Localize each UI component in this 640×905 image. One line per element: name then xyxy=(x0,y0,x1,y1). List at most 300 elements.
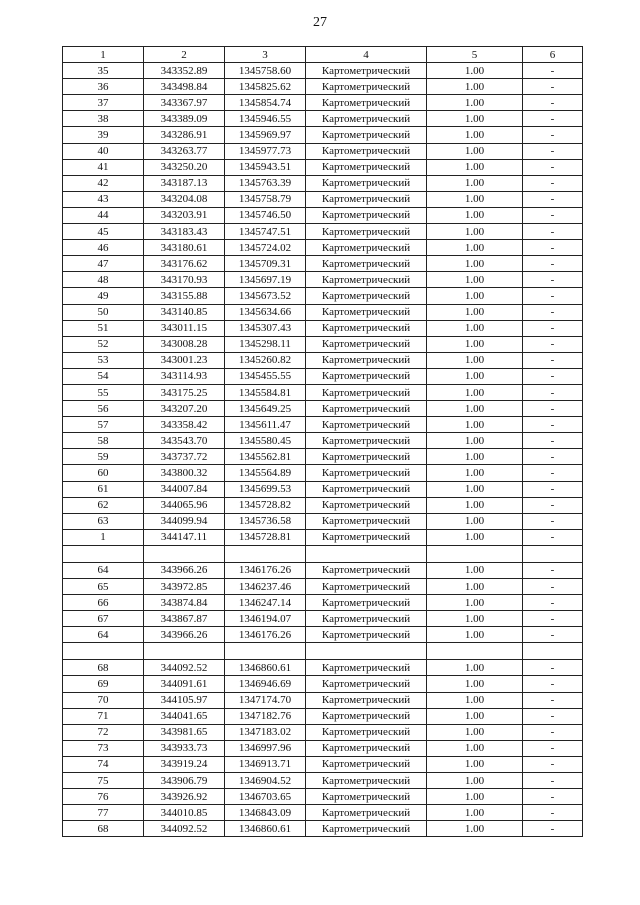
cell-y-coordinate: 1345946.55 xyxy=(225,111,306,127)
cell-x-coordinate: 343933.73 xyxy=(144,740,225,756)
table-row xyxy=(63,304,583,320)
cell-accuracy: 1.00 xyxy=(427,159,523,175)
cell-note: - xyxy=(523,207,583,223)
cell-method: Картометрический xyxy=(306,627,427,643)
cell-note: - xyxy=(523,191,583,207)
cell-method xyxy=(306,643,427,660)
table-row xyxy=(63,660,583,676)
table-row xyxy=(63,320,583,336)
table-row xyxy=(63,611,583,627)
cell-method: Картометрический xyxy=(306,513,427,529)
cell-note: - xyxy=(523,417,583,433)
cell-x-coordinate: 344105.97 xyxy=(144,692,225,708)
cell-x-coordinate: 343966.26 xyxy=(144,627,225,643)
cell-accuracy: 1.00 xyxy=(427,191,523,207)
cell-accuracy xyxy=(427,545,523,562)
cell-y-coordinate: 1346194.07 xyxy=(225,611,306,627)
header-cell-1: 1 xyxy=(63,47,144,63)
table-row xyxy=(63,513,583,529)
cell-note: - xyxy=(523,368,583,384)
cell-accuracy: 1.00 xyxy=(427,724,523,740)
cell-x-coordinate: 343183.43 xyxy=(144,224,225,240)
cell-accuracy: 1.00 xyxy=(427,175,523,191)
cell-point-number: 71 xyxy=(63,708,144,724)
cell-note: - xyxy=(523,401,583,417)
cell-note: - xyxy=(523,127,583,143)
cell-y-coordinate: 1345825.62 xyxy=(225,79,306,95)
cell-y-coordinate: 1345298.11 xyxy=(225,336,306,352)
cell-note: - xyxy=(523,789,583,805)
cell-note: - xyxy=(523,256,583,272)
cell-method: Картометрический xyxy=(306,660,427,676)
cell-point-number: 61 xyxy=(63,481,144,497)
cell-x-coordinate: 343358.42 xyxy=(144,417,225,433)
cell-method: Картометрический xyxy=(306,272,427,288)
cell-point-number: 72 xyxy=(63,724,144,740)
cell-point-number: 60 xyxy=(63,465,144,481)
table-row xyxy=(63,272,583,288)
table-row xyxy=(63,562,583,578)
cell-x-coordinate: 343972.85 xyxy=(144,579,225,595)
table-row xyxy=(63,79,583,95)
cell-note: - xyxy=(523,336,583,352)
cell-accuracy: 1.00 xyxy=(427,773,523,789)
cell-point-number: 70 xyxy=(63,692,144,708)
cell-point-number: 43 xyxy=(63,191,144,207)
cell-point-number: 58 xyxy=(63,433,144,449)
cell-note: - xyxy=(523,497,583,513)
cell-note xyxy=(523,643,583,660)
cell-accuracy: 1.00 xyxy=(427,465,523,481)
cell-point-number: 68 xyxy=(63,821,144,837)
cell-y-coordinate: 1345611.47 xyxy=(225,417,306,433)
cell-x-coordinate: 343367.97 xyxy=(144,95,225,111)
cell-x-coordinate: 343250.20 xyxy=(144,159,225,175)
cell-y-coordinate: 1347182.76 xyxy=(225,708,306,724)
table-header-row xyxy=(63,47,583,63)
cell-accuracy: 1.00 xyxy=(427,789,523,805)
cell-method xyxy=(306,545,427,562)
cell-note: - xyxy=(523,611,583,627)
cell-point-number: 66 xyxy=(63,595,144,611)
cell-accuracy: 1.00 xyxy=(427,740,523,756)
cell-method: Картометрический xyxy=(306,63,427,79)
cell-accuracy: 1.00 xyxy=(427,224,523,240)
cell-accuracy: 1.00 xyxy=(427,304,523,320)
cell-x-coordinate: 343180.61 xyxy=(144,240,225,256)
cell-y-coordinate: 1346843.09 xyxy=(225,805,306,821)
cell-point-number: 54 xyxy=(63,368,144,384)
cell-y-coordinate: 1347183.02 xyxy=(225,724,306,740)
cell-accuracy: 1.00 xyxy=(427,449,523,465)
cell-y-coordinate: 1345724.02 xyxy=(225,240,306,256)
cell-point-number: 44 xyxy=(63,207,144,223)
cell-accuracy: 1.00 xyxy=(427,320,523,336)
cell-x-coordinate: 343498.84 xyxy=(144,79,225,95)
cell-note: - xyxy=(523,676,583,692)
cell-accuracy: 1.00 xyxy=(427,207,523,223)
cell-x-coordinate: 343286.91 xyxy=(144,127,225,143)
cell-y-coordinate: 1345746.50 xyxy=(225,207,306,223)
cell-note: - xyxy=(523,95,583,111)
cell-note: - xyxy=(523,756,583,772)
cell-y-coordinate: 1345455.55 xyxy=(225,368,306,384)
cell-x-coordinate: 343389.09 xyxy=(144,111,225,127)
cell-point-number: 51 xyxy=(63,320,144,336)
cell-point-number: 48 xyxy=(63,272,144,288)
cell-x-coordinate: 344041.65 xyxy=(144,708,225,724)
cell-method: Картометрический xyxy=(306,724,427,740)
table-row xyxy=(63,175,583,191)
cell-note: - xyxy=(523,481,583,497)
cell-note: - xyxy=(523,627,583,643)
cell-point-number: 45 xyxy=(63,224,144,240)
cell-note: - xyxy=(523,513,583,529)
table-row xyxy=(63,545,583,562)
cell-note: - xyxy=(523,384,583,400)
cell-accuracy: 1.00 xyxy=(427,821,523,837)
cell-note: - xyxy=(523,595,583,611)
cell-y-coordinate: 1345969.97 xyxy=(225,127,306,143)
cell-point-number: 76 xyxy=(63,789,144,805)
cell-accuracy: 1.00 xyxy=(427,805,523,821)
cell-method: Картометрический xyxy=(306,789,427,805)
cell-note: - xyxy=(523,272,583,288)
cell-accuracy: 1.00 xyxy=(427,562,523,578)
table-row xyxy=(63,207,583,223)
cell-y-coordinate: 1345673.52 xyxy=(225,288,306,304)
cell-y-coordinate: 1347174.70 xyxy=(225,692,306,708)
cell-method: Картометрический xyxy=(306,352,427,368)
cell-accuracy: 1.00 xyxy=(427,676,523,692)
cell-point-number: 59 xyxy=(63,449,144,465)
cell-accuracy: 1.00 xyxy=(427,692,523,708)
cell-method: Картометрический xyxy=(306,127,427,143)
cell-method: Картометрический xyxy=(306,465,427,481)
cell-y-coordinate: 1345943.51 xyxy=(225,159,306,175)
cell-y-coordinate: 1345763.39 xyxy=(225,175,306,191)
cell-y-coordinate: 1345758.79 xyxy=(225,191,306,207)
cell-note: - xyxy=(523,304,583,320)
cell-x-coordinate: 343263.77 xyxy=(144,143,225,159)
table-row xyxy=(63,352,583,368)
cell-y-coordinate: 1345758.60 xyxy=(225,63,306,79)
cell-note: - xyxy=(523,111,583,127)
table-row xyxy=(63,224,583,240)
cell-point-number: 73 xyxy=(63,740,144,756)
cell-method: Картометрический xyxy=(306,481,427,497)
cell-y-coordinate: 1346247.14 xyxy=(225,595,306,611)
cell-x-coordinate: 343874.84 xyxy=(144,595,225,611)
cell-note: - xyxy=(523,773,583,789)
cell-method: Картометрический xyxy=(306,320,427,336)
cell-y-coordinate: 1345649.25 xyxy=(225,401,306,417)
cell-x-coordinate: 343176.62 xyxy=(144,256,225,272)
cell-accuracy: 1.00 xyxy=(427,240,523,256)
cell-method: Картометрический xyxy=(306,111,427,127)
cell-note: - xyxy=(523,579,583,595)
table-row xyxy=(63,805,583,821)
table-row xyxy=(63,756,583,772)
cell-x-coordinate: 343011.15 xyxy=(144,320,225,336)
cell-x-coordinate xyxy=(144,545,225,562)
cell-y-coordinate: 1345697.19 xyxy=(225,272,306,288)
table-row xyxy=(63,740,583,756)
cell-method: Картометрический xyxy=(306,401,427,417)
table-row xyxy=(63,595,583,611)
cell-accuracy: 1.00 xyxy=(427,79,523,95)
header-cell-3: 3 xyxy=(225,47,306,63)
cell-accuracy: 1.00 xyxy=(427,433,523,449)
cell-note: - xyxy=(523,805,583,821)
cell-x-coordinate: 343170.93 xyxy=(144,272,225,288)
header-cell-2: 2 xyxy=(144,47,225,63)
cell-x-coordinate: 343737.72 xyxy=(144,449,225,465)
cell-accuracy: 1.00 xyxy=(427,368,523,384)
cell-point-number: 42 xyxy=(63,175,144,191)
cell-x-coordinate: 343187.13 xyxy=(144,175,225,191)
cell-y-coordinate: 1346237.46 xyxy=(225,579,306,595)
table-body xyxy=(63,63,583,837)
table-row xyxy=(63,417,583,433)
cell-point-number: 62 xyxy=(63,497,144,513)
cell-point-number: 39 xyxy=(63,127,144,143)
header-cell-4: 4 xyxy=(306,47,427,63)
cell-accuracy: 1.00 xyxy=(427,627,523,643)
cell-note: - xyxy=(523,159,583,175)
cell-point-number: 55 xyxy=(63,384,144,400)
cell-point-number: 49 xyxy=(63,288,144,304)
cell-note: - xyxy=(523,660,583,676)
table-row xyxy=(63,95,583,111)
cell-x-coordinate xyxy=(144,643,225,660)
table-row xyxy=(63,143,583,159)
table-row xyxy=(63,497,583,513)
cell-note: - xyxy=(523,465,583,481)
cell-accuracy xyxy=(427,643,523,660)
cell-note xyxy=(523,545,583,562)
table-row xyxy=(63,368,583,384)
table-row xyxy=(63,529,583,545)
cell-note: - xyxy=(523,724,583,740)
cell-accuracy: 1.00 xyxy=(427,63,523,79)
cell-x-coordinate: 343966.26 xyxy=(144,562,225,578)
cell-method: Картометрический xyxy=(306,595,427,611)
cell-method: Картометрический xyxy=(306,773,427,789)
cell-accuracy: 1.00 xyxy=(427,513,523,529)
cell-point-number: 64 xyxy=(63,627,144,643)
table-row xyxy=(63,288,583,304)
table-row xyxy=(63,676,583,692)
cell-point-number: 64 xyxy=(63,562,144,578)
cell-x-coordinate: 344147.11 xyxy=(144,529,225,545)
table-row xyxy=(63,256,583,272)
cell-point-number: 1 xyxy=(63,529,144,545)
cell-accuracy: 1.00 xyxy=(427,401,523,417)
cell-x-coordinate: 343008.28 xyxy=(144,336,225,352)
cell-method: Картометрический xyxy=(306,740,427,756)
cell-point-number xyxy=(63,545,144,562)
cell-x-coordinate: 343919.24 xyxy=(144,756,225,772)
cell-point-number xyxy=(63,643,144,660)
cell-y-coordinate: 1345260.82 xyxy=(225,352,306,368)
cell-y-coordinate: 1345564.89 xyxy=(225,465,306,481)
cell-note: - xyxy=(523,692,583,708)
cell-method: Картометрический xyxy=(306,159,427,175)
cell-y-coordinate: 1345728.82 xyxy=(225,497,306,513)
cell-y-coordinate: 1345709.31 xyxy=(225,256,306,272)
cell-x-coordinate: 344065.96 xyxy=(144,497,225,513)
cell-x-coordinate: 343207.20 xyxy=(144,401,225,417)
cell-y-coordinate: 1346176.26 xyxy=(225,562,306,578)
cell-y-coordinate: 1346946.69 xyxy=(225,676,306,692)
cell-point-number: 63 xyxy=(63,513,144,529)
cell-accuracy: 1.00 xyxy=(427,497,523,513)
cell-point-number: 36 xyxy=(63,79,144,95)
cell-method: Картометрический xyxy=(306,368,427,384)
cell-point-number: 40 xyxy=(63,143,144,159)
cell-y-coordinate: 1345584.81 xyxy=(225,384,306,400)
cell-x-coordinate: 343352.89 xyxy=(144,63,225,79)
cell-point-number: 56 xyxy=(63,401,144,417)
cell-point-number: 37 xyxy=(63,95,144,111)
cell-y-coordinate: 1345580.45 xyxy=(225,433,306,449)
cell-note: - xyxy=(523,352,583,368)
cell-y-coordinate: 1346860.61 xyxy=(225,821,306,837)
cell-note: - xyxy=(523,529,583,545)
cell-point-number: 69 xyxy=(63,676,144,692)
cell-method: Картометрический xyxy=(306,175,427,191)
cell-method: Картометрический xyxy=(306,676,427,692)
cell-note: - xyxy=(523,240,583,256)
table-row xyxy=(63,384,583,400)
cell-point-number: 53 xyxy=(63,352,144,368)
cell-x-coordinate: 343800.32 xyxy=(144,465,225,481)
cell-x-coordinate: 343981.65 xyxy=(144,724,225,740)
cell-accuracy: 1.00 xyxy=(427,127,523,143)
cell-y-coordinate: 1345977.73 xyxy=(225,143,306,159)
cell-point-number: 46 xyxy=(63,240,144,256)
cell-y-coordinate: 1346176.26 xyxy=(225,627,306,643)
cell-y-coordinate: 1345728.81 xyxy=(225,529,306,545)
cell-note: - xyxy=(523,449,583,465)
table-row xyxy=(63,724,583,740)
cell-x-coordinate: 343140.85 xyxy=(144,304,225,320)
cell-point-number: 65 xyxy=(63,579,144,595)
table-row xyxy=(63,433,583,449)
cell-method: Картометрический xyxy=(306,611,427,627)
cell-note: - xyxy=(523,740,583,756)
cell-accuracy: 1.00 xyxy=(427,417,523,433)
cell-method: Картометрический xyxy=(306,191,427,207)
cell-method: Картометрический xyxy=(306,240,427,256)
cell-accuracy: 1.00 xyxy=(427,272,523,288)
cell-accuracy: 1.00 xyxy=(427,611,523,627)
cell-note: - xyxy=(523,708,583,724)
table-row xyxy=(63,789,583,805)
cell-x-coordinate: 344099.94 xyxy=(144,513,225,529)
table-row xyxy=(63,481,583,497)
cell-method: Картометрический xyxy=(306,449,427,465)
coordinates-table xyxy=(62,46,583,837)
cell-x-coordinate: 343926.92 xyxy=(144,789,225,805)
table-row xyxy=(63,579,583,595)
cell-method: Картометрический xyxy=(306,805,427,821)
cell-note: - xyxy=(523,821,583,837)
cell-accuracy: 1.00 xyxy=(427,111,523,127)
cell-x-coordinate: 344092.52 xyxy=(144,660,225,676)
cell-note: - xyxy=(523,320,583,336)
cell-y-coordinate: 1346904.52 xyxy=(225,773,306,789)
cell-method: Картометрический xyxy=(306,304,427,320)
table-row xyxy=(63,401,583,417)
cell-y-coordinate: 1346703.65 xyxy=(225,789,306,805)
cell-method: Картометрический xyxy=(306,336,427,352)
cell-note: - xyxy=(523,224,583,240)
cell-accuracy: 1.00 xyxy=(427,529,523,545)
cell-point-number: 35 xyxy=(63,63,144,79)
cell-y-coordinate: 1345634.66 xyxy=(225,304,306,320)
cell-y-coordinate: 1345699.53 xyxy=(225,481,306,497)
table-row xyxy=(63,63,583,79)
cell-x-coordinate: 343906.79 xyxy=(144,773,225,789)
table-row xyxy=(63,821,583,837)
cell-method: Картометрический xyxy=(306,256,427,272)
cell-x-coordinate: 343175.25 xyxy=(144,384,225,400)
cell-point-number: 57 xyxy=(63,417,144,433)
cell-method: Картометрический xyxy=(306,562,427,578)
cell-point-number: 77 xyxy=(63,805,144,821)
cell-note: - xyxy=(523,433,583,449)
table-row xyxy=(63,773,583,789)
table-row xyxy=(63,465,583,481)
header-cell-6: 6 xyxy=(523,47,583,63)
cell-accuracy: 1.00 xyxy=(427,95,523,111)
cell-accuracy: 1.00 xyxy=(427,352,523,368)
cell-point-number: 67 xyxy=(63,611,144,627)
cell-method: Картометрический xyxy=(306,143,427,159)
cell-method: Картометрический xyxy=(306,224,427,240)
cell-accuracy: 1.00 xyxy=(427,288,523,304)
cell-note: - xyxy=(523,63,583,79)
cell-x-coordinate: 343114.93 xyxy=(144,368,225,384)
cell-accuracy: 1.00 xyxy=(427,256,523,272)
table-row xyxy=(63,692,583,708)
cell-y-coordinate xyxy=(225,643,306,660)
cell-point-number: 52 xyxy=(63,336,144,352)
cell-method: Картометрический xyxy=(306,529,427,545)
cell-x-coordinate: 343867.87 xyxy=(144,611,225,627)
cell-x-coordinate: 343001.23 xyxy=(144,352,225,368)
cell-accuracy: 1.00 xyxy=(427,143,523,159)
cell-x-coordinate: 344010.85 xyxy=(144,805,225,821)
cell-y-coordinate: 1345854.74 xyxy=(225,95,306,111)
cell-y-coordinate: 1345307.43 xyxy=(225,320,306,336)
cell-method: Картометрический xyxy=(306,384,427,400)
cell-method: Картометрический xyxy=(306,207,427,223)
cell-note: - xyxy=(523,175,583,191)
cell-y-coordinate: 1345562.81 xyxy=(225,449,306,465)
cell-point-number: 68 xyxy=(63,660,144,676)
cell-x-coordinate: 344007.84 xyxy=(144,481,225,497)
cell-accuracy: 1.00 xyxy=(427,660,523,676)
cell-x-coordinate: 343203.91 xyxy=(144,207,225,223)
cell-method: Картометрический xyxy=(306,708,427,724)
cell-point-number: 41 xyxy=(63,159,144,175)
table-row xyxy=(63,159,583,175)
cell-accuracy: 1.00 xyxy=(427,336,523,352)
cell-y-coordinate: 1345747.51 xyxy=(225,224,306,240)
